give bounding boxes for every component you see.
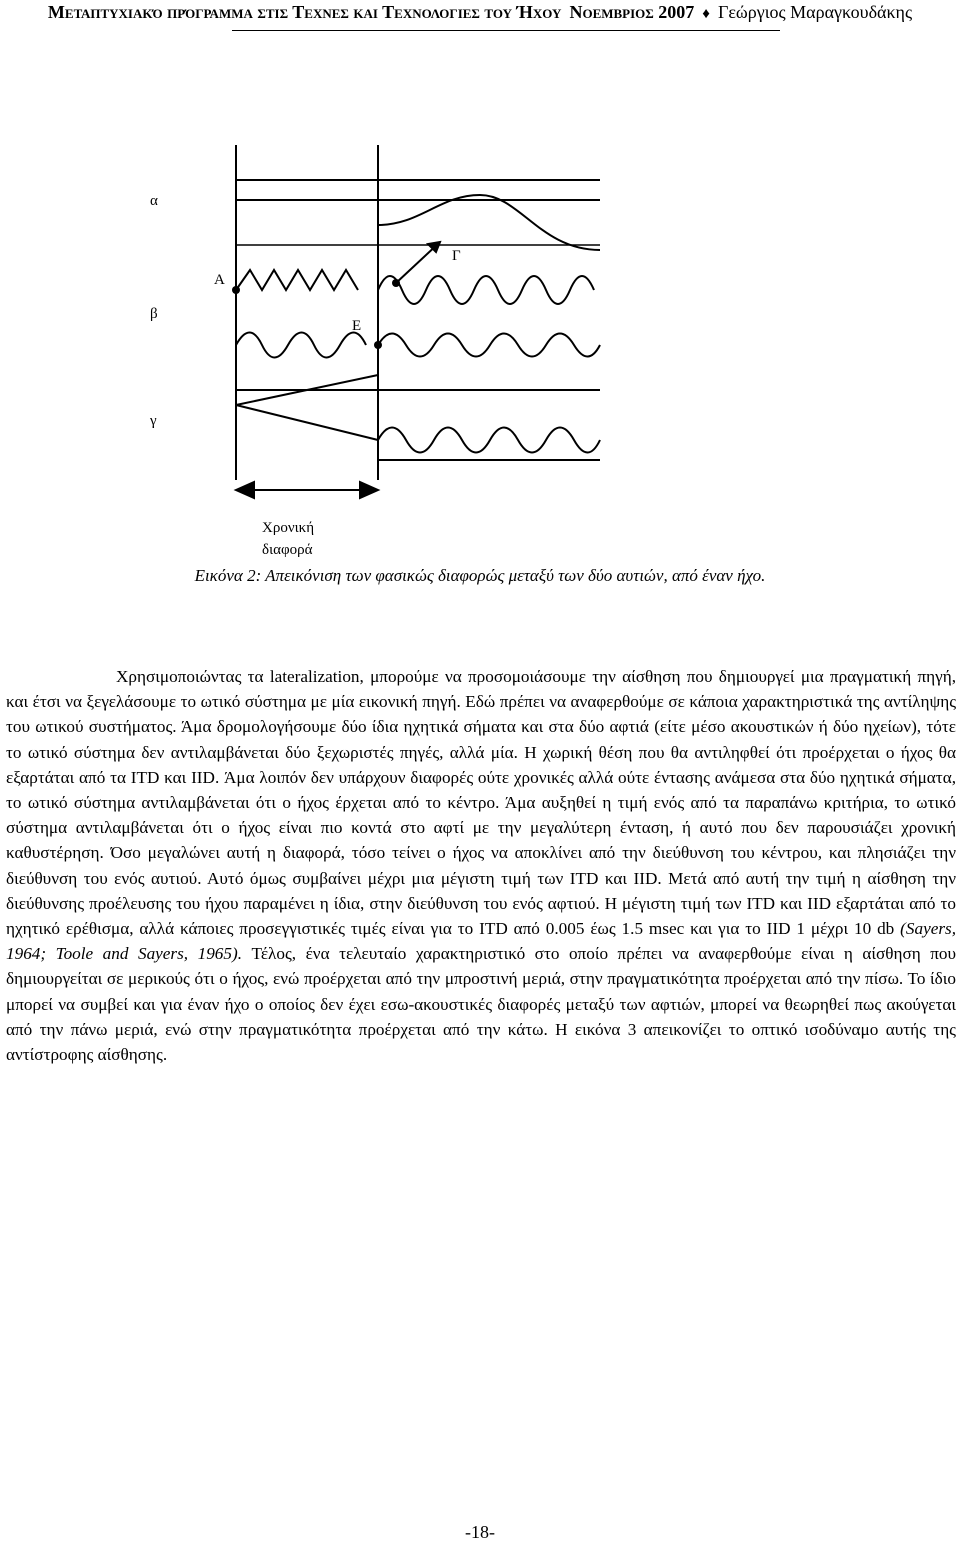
wave-b-left <box>236 270 358 290</box>
point-label-e: Ε <box>352 318 362 334</box>
header-program: Μεταπτυχιακό πρόγραμμα στις Τεχνες και Τεχνολογιες του Ήχου <box>47 2 562 22</box>
wave-b2-right <box>378 334 600 357</box>
slow-wave-upper <box>378 195 600 250</box>
point-a-dot <box>232 286 240 294</box>
header-date: Νοεμβριος 2007 <box>569 2 695 22</box>
point-label-a: Α <box>214 272 225 288</box>
diamond-icon: ♦ <box>702 6 710 22</box>
point-e-dot <box>374 341 382 349</box>
phase-diagram <box>0 140 960 580</box>
body-text <box>6 664 956 1067</box>
header-author: Γεώργιος Μαραγκουδάκης <box>717 2 913 22</box>
running-header <box>0 2 960 26</box>
arrow-right-icon <box>360 482 378 498</box>
wave-g <box>378 428 600 453</box>
figure-caption: Εικόνα 2: Απεικόνιση των φασικώς διαφορώς μεταξύ των δύο αυτιών, από έναν ήχο. <box>194 566 766 585</box>
wave-b-right <box>378 276 594 304</box>
branch-g-1 <box>236 405 378 440</box>
time-diff-label-2: διαφορά <box>262 542 313 558</box>
point-label-g: Γ <box>452 248 461 264</box>
arrow-left-icon <box>236 482 254 498</box>
row-label-g: γ <box>150 413 157 429</box>
point-g-dot <box>392 279 400 287</box>
paragraph-tail: Τέλος, ένα τελευταίο χαρακτηριστικό στο οποίο πρέπει να αναφερθούμε είναι η αίσθηση που δημιουργείται σε μερικούς ότι ο ήχος, ενώ προέρχεται από την μπροστινή μεριά, στην πραγματικότητα προέρχεται από την πίσω. Το ίδιο μπορεί να συμβεί και για έναν ήχο ο οποίος δεν έχει εσω-ακουστικές διαφορές μεταξύ των αφτιών, μπορεί να θεωρηθεί πως ακούγεται από την πάνω μεριά, ενώ στην πραγματικότητα προέρχεται από την κάτω. Η εικόνα 3 απεικονίζει το οπτικό ισοδύναμο αυτής της αντίστροφης αίσθησης. <box>6 944 956 1065</box>
paragraph-main: Χρησιμοποιώντας τα lateralization, μπορούμε να προσομοιάσουμε την αίσθηση που δημιουργεί μια πραγματική πηγή, και έτσι να ξεγελάσουμε το ωτικό σύστημα με μία εικονική πηγή. Εδώ πρέπει να αναφερθούμε σε κάποια χαρακτηριστικά της αντίληψης του ωτικού συστήματος. Άμα δρομολογήσουμε δύο ίδια ηχητικά σήματα και στα δύο αφτιά (είτε μέσο ακουστικών ή δύο ηχείων), τότε το ωτικό σύστημα δεν αντιλαμβάνεται δύο ξεχωριστές πηγές, αλλά μία. Η χωρική θέση που θα αντιληφθεί ότι προέρχεται ο ήχος θα εξαρτάται από τα ITD και IID. Άμα λοιπόν δεν υπάρχουν διαφορές ούτε χρονικές αλλά ούτε έντασης ανάμεσα στα δύο ηχητικά σήματα, το ωτικό σύστημα αντιλαμβάνεται ότι ο ήχος έρχεται από το κέντρο. Άμα αυξηθεί η τιμή ενός από τα παραπάνω κριτήρια, το ωτικό σύστημα αντιλαμβάνεται ότι ο ήχος είναι πιο κοντά στο αφτί με την μεγαλύτερη ένταση, ή αυτό που δεν παρουσιάζει χρονική καθυστέρηση. Όσο μεγαλώνει αυτή η διαφορά, τόσο τείνει ο ήχος να αποκλίνει από την διεύθυνση του κέντρου, και πλησιάζει την διεύθυνση του ενός αυτιού. Αυτό όμως συμβαίνει μέχρι μια μέγιστη τιμή των ITD και IID. Μετά από αυτή την τιμή η αίσθηση την διεύθυνσης προέλευσης του ήχου παραμένει η ίδια, στην διεύθυνση του ενός αφτιού. Η μέγιστη τιμή των ITD και IID εξαρτάται από το ηχητικό ερέθισμα, αλλά κάποιες προσεγγιστικές τιμές είναι για το ITD από 0.005 έως 1.5 msec και για το IID 1 μέχρι 10 db <box>6 667 956 939</box>
citation: (Sayers, 1964; Toole and Sayers, 1965). <box>6 919 957 964</box>
page-number: -18- <box>465 1522 495 1542</box>
body-paragraph <box>6 664 956 1067</box>
time-diff-label-1: Χρονική <box>262 520 315 536</box>
wave-b2-left <box>236 333 366 358</box>
row-label-b: β <box>150 306 158 322</box>
header-rule <box>232 30 780 31</box>
row-label-a: α <box>150 193 158 209</box>
figure-phase-difference <box>0 140 960 580</box>
